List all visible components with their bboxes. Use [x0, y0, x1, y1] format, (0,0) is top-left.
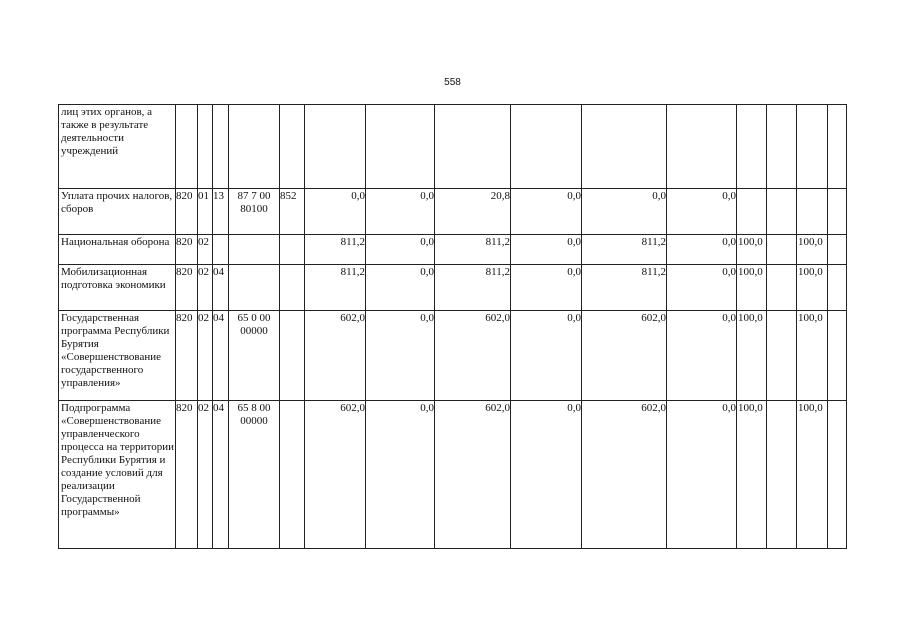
- value-col-4: [511, 105, 582, 189]
- target-article-code: [229, 235, 280, 265]
- value-col-5: 602,0: [582, 311, 667, 401]
- empty-col-2: [828, 311, 847, 401]
- value-col-6: 0,0: [667, 189, 737, 235]
- value-col-1: 811,2: [305, 265, 366, 311]
- value-col-1: [305, 105, 366, 189]
- value-col-6: 0,0: [667, 311, 737, 401]
- value-col-1: 811,2: [305, 235, 366, 265]
- target-article-code: 87 7 00 80100: [229, 189, 280, 235]
- value-col-4: 0,0: [511, 189, 582, 235]
- grbs-code: 820: [176, 265, 198, 311]
- value-col-5: [582, 105, 667, 189]
- value-col-2: 0,0: [366, 401, 435, 549]
- table-row: [59, 105, 847, 189]
- value-col-5: 811,2: [582, 265, 667, 311]
- value-col-6: 0,0: [667, 401, 737, 549]
- subsection-code: 13: [213, 189, 229, 235]
- table-row: [59, 311, 847, 401]
- expense-type-code: [280, 265, 305, 311]
- expense-type-code: 852: [280, 189, 305, 235]
- value-col-2: 0,0: [366, 189, 435, 235]
- value-col-6: 0,0: [667, 235, 737, 265]
- row-name: Подпрограмма «Совершенствование управленческого процесса на территории Республики Бурятия и создание условий для реализации Государственной программы»: [59, 401, 176, 549]
- subsection-code: 04: [213, 401, 229, 549]
- value-col-4: 0,0: [511, 235, 582, 265]
- percent-col-1: [737, 189, 767, 235]
- row-name: Национальная оборона: [59, 235, 176, 265]
- percent-col-1: [737, 105, 767, 189]
- page-number: 558: [444, 77, 461, 88]
- value-col-4: 0,0: [511, 401, 582, 549]
- grbs-code: 820: [176, 311, 198, 401]
- value-col-2: 0,0: [366, 311, 435, 401]
- row-name: лиц этих органов, а также в результате деятельности учреждений: [59, 105, 176, 189]
- value-col-3: 602,0: [435, 401, 511, 549]
- value-col-5: 811,2: [582, 235, 667, 265]
- target-article-code: 65 8 00 00000: [229, 401, 280, 549]
- subsection-code: 04: [213, 265, 229, 311]
- expense-type-code: [280, 235, 305, 265]
- grbs-code: 820: [176, 189, 198, 235]
- percent-col-2: 100,0: [797, 401, 828, 549]
- percent-col-2: [797, 105, 828, 189]
- value-col-2: 0,0: [366, 235, 435, 265]
- percent-col-2: [797, 189, 828, 235]
- value-col-1: 0,0: [305, 189, 366, 235]
- row-name: Государственная программа Республики Бурятия «Совершенствование государственного управления»: [59, 311, 176, 401]
- percent-col-1: 100,0: [737, 235, 767, 265]
- section-code: [198, 105, 213, 189]
- percent-col-2: 100,0: [797, 265, 828, 311]
- empty-col-2: [828, 235, 847, 265]
- value-col-2: 0,0: [366, 265, 435, 311]
- row-name: Уплата прочих налогов, сборов: [59, 189, 176, 235]
- subsection-code: [213, 235, 229, 265]
- target-article-code: [229, 265, 280, 311]
- value-col-6: [667, 105, 737, 189]
- empty-col-2: [828, 265, 847, 311]
- value-col-5: 602,0: [582, 401, 667, 549]
- empty-col-1: [767, 265, 797, 311]
- percent-col-1: 100,0: [737, 311, 767, 401]
- expense-type-code: [280, 105, 305, 189]
- value-col-1: 602,0: [305, 311, 366, 401]
- grbs-code: [176, 105, 198, 189]
- value-col-4: 0,0: [511, 311, 582, 401]
- empty-col-1: [767, 189, 797, 235]
- empty-col-1: [767, 235, 797, 265]
- value-col-3: 811,2: [435, 235, 511, 265]
- empty-col-1: [767, 401, 797, 549]
- empty-col-2: [828, 401, 847, 549]
- table-row: [59, 265, 847, 311]
- table-row: [59, 401, 847, 549]
- section-code: 01: [198, 189, 213, 235]
- value-col-5: 0,0: [582, 189, 667, 235]
- value-col-4: 0,0: [511, 265, 582, 311]
- subsection-code: 04: [213, 311, 229, 401]
- section-code: 02: [198, 401, 213, 549]
- empty-col-2: [828, 189, 847, 235]
- expense-type-code: [280, 311, 305, 401]
- grbs-code: 820: [176, 401, 198, 549]
- grbs-code: 820: [176, 235, 198, 265]
- percent-col-2: 100,0: [797, 311, 828, 401]
- section-code: 02: [198, 265, 213, 311]
- table-row: [59, 235, 847, 265]
- value-col-3: 811,2: [435, 265, 511, 311]
- target-article-code: [229, 105, 280, 189]
- empty-col-1: [767, 311, 797, 401]
- percent-col-2: 100,0: [797, 235, 828, 265]
- section-code: 02: [198, 235, 213, 265]
- target-article-code: 65 0 00 00000: [229, 311, 280, 401]
- value-col-6: 0,0: [667, 265, 737, 311]
- value-col-1: 602,0: [305, 401, 366, 549]
- empty-col-1: [767, 105, 797, 189]
- percent-col-1: 100,0: [737, 265, 767, 311]
- value-col-3: 20,8: [435, 189, 511, 235]
- value-col-3: [435, 105, 511, 189]
- row-name: Мобилизационная подготовка экономики: [59, 265, 176, 311]
- value-col-2: [366, 105, 435, 189]
- subsection-code: [213, 105, 229, 189]
- value-col-3: 602,0: [435, 311, 511, 401]
- empty-col-2: [828, 105, 847, 189]
- budget-table: [58, 104, 847, 549]
- section-code: 02: [198, 311, 213, 401]
- table-row: [59, 189, 847, 235]
- percent-col-1: 100,0: [737, 401, 767, 549]
- expense-type-code: [280, 401, 305, 549]
